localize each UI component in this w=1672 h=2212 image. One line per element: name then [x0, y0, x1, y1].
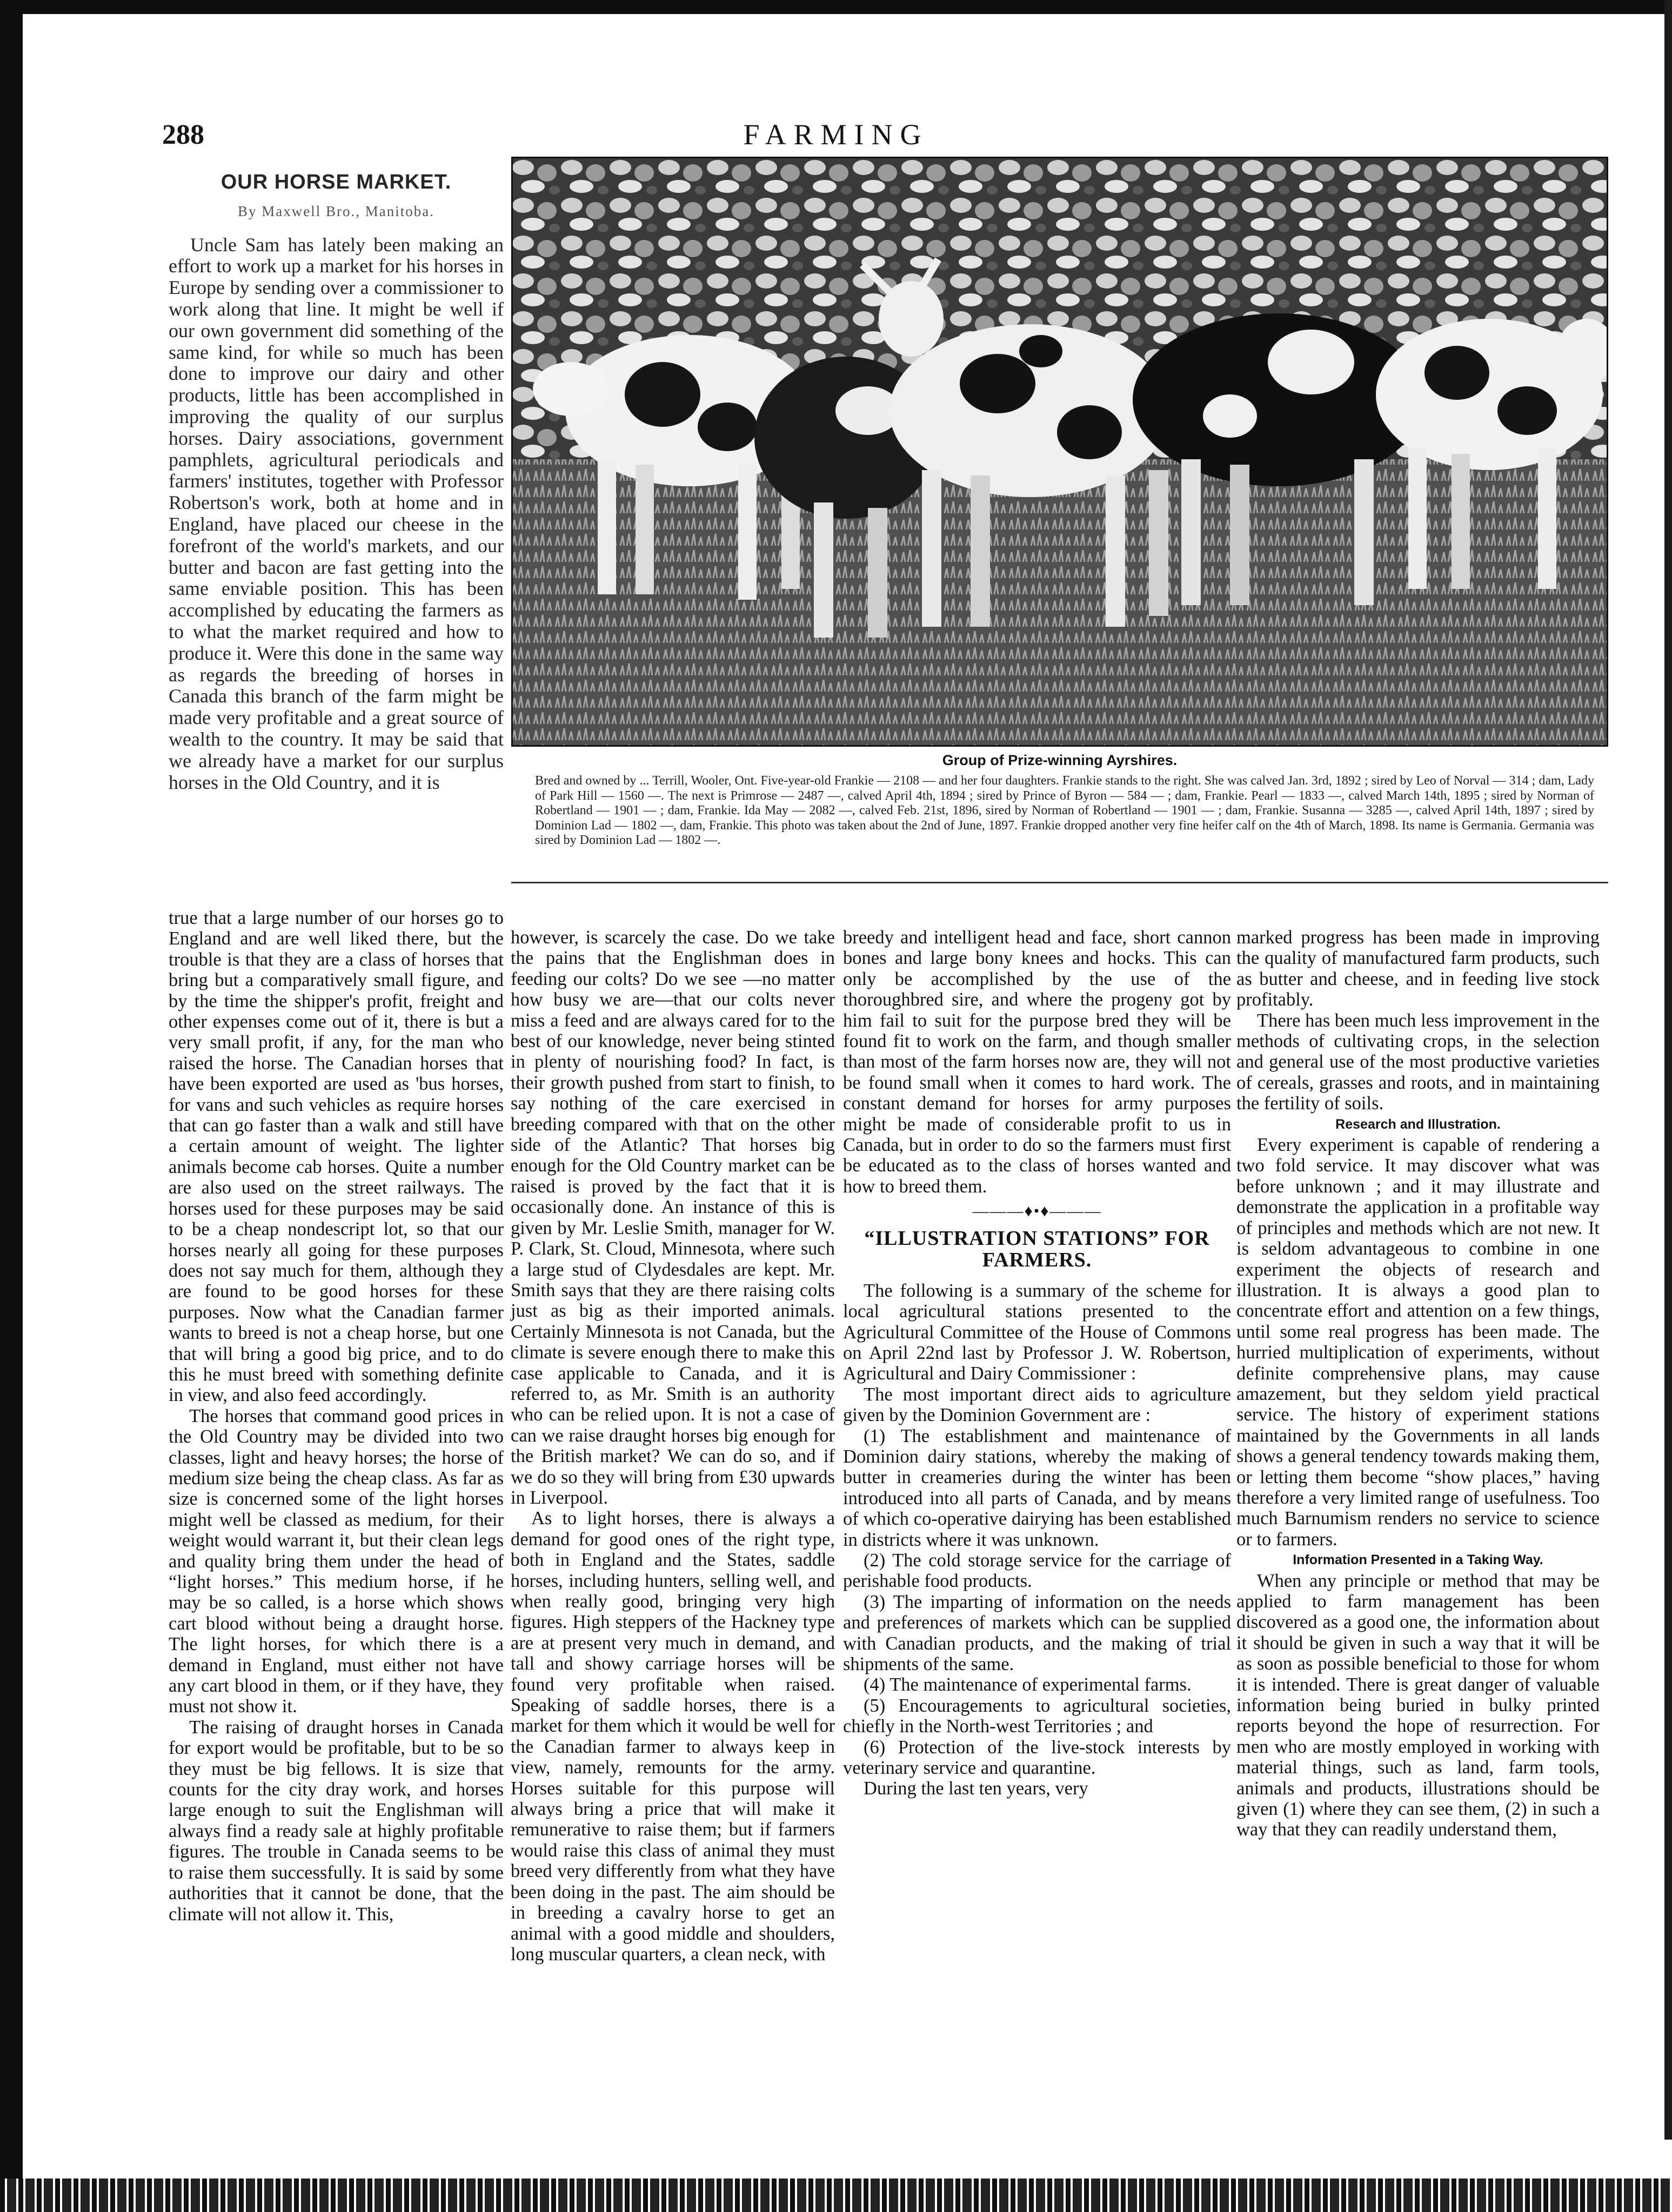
article-paragraph: true that a large number of our horses go to England and are well liked there, but the trouble is that they are a class of horses that bring but a comparatively small figure, and by the time the shipper's profit, freight and other expenses come out of it, there is but a very small profit, if any, for the man who raised the horse. The Canadian horses that have been exported are used as 'bus horses, for vans and such vehicles as require horses that can go faster than a walk and still have a certain amount of weight. The lighter animals become cab horses. Quite a number are also used on the street railways. The horses used for these purposes may be said to be a cheap nondescript lot, so that our horses nearly all going for these purposes does not say much for them, although they are found to be good horses for these purposes. Now what the Canadian farmer wants to breed is not a cheap horse, but one that will bring a good big price, and to do this he must breed with something definite in view, and also feed accordingly.	[169, 908, 504, 1406]
article-title: OUR HORSE MARKET.	[220, 171, 452, 193]
section-divider: ———♦•♦———	[972, 1202, 1102, 1221]
article-paragraph: The horses that command good prices in the Old Country may be divided into two classes, light and heavy horses; the horse of medium size being the cheap class. As far as size is concerned some of the light horses might well be classed as medium, for their weight would warrant it, but their clean legs and quality bring them under the head of “light horses.” This medium horse, if he may be so called, is a horse which shows cart blood without being a draught horse. The light horses, for which there is a demand in England, must either not have any cart blood in them, or if they have, they must not show it.	[169, 1405, 504, 1717]
column-3	[843, 927, 1231, 1799]
list-item: (1) The establishment and maintenance of Dominion dairy stations, whereby the making of butter in creameries during the winter has been introduced into all parts of Canada, and by means of which co-operative dairying has been established in districts where it was unknown.	[843, 1425, 1231, 1550]
scan-border-bottom	[0, 2179, 1672, 2212]
article-paragraph: As to light horses, there is always a demand for good ones of the right type, both in England and the States, saddle horses, including hunters, selling well, and when really good, bringing very high figures. High steppers of the Hackney type are at present very much in demand, and tall and showy carriage horses will be found very profitable when raised. Speaking of saddle horses, there is a market for them which it would be well for the Canadian farmer to always keep in view, namely, remounts for the army. Horses suitable for this purpose will always bring a price that will make it remunerative to raise them; but if farmers would raise this class of animal they must breed very differently from what they have been doing in the past. The aim should be in breeding a cavalry horse to get an animal with a good middle and shoulders, long muscular quarters, a clean neck, with	[511, 1508, 835, 1965]
running-head: FARMING	[743, 118, 929, 151]
list-item: (5) Encouragements to agricultural societies, chiefly in the North-west Territories ; and	[843, 1695, 1231, 1737]
article-paragraph: During the last ten years, very	[864, 1778, 1088, 1799]
article-title: “ILLUSTRATION STATIONS” FOR FARMERS.	[864, 1226, 1210, 1271]
article-paragraph: There has been much less improvement in the methods of cultivating crops, in the selection and general use of the most productive varieties of cereals, grasses and roots, and in maintaining the fertility of soils.	[1236, 1010, 1600, 1114]
article-paragraph: The following is a summary of the scheme for local agricultural stations presented to the Agricultural Committee of the House of Commons on April 22nd last by Professor J. W. Robertson, Agricultural and Dairy Commissioner :	[843, 1280, 1231, 1384]
list-item: (6) Protection of the live-stock interests by veterinary service and quarantine.	[843, 1737, 1231, 1779]
article-paragraph: however, is scarcely the case. Do we take the pains that the Englishman does in feeding our colts? Do we see —no matter how busy we are—that our colts never miss a feed and are always cared for to the best of our knowledge, never being stinted in plenty of nourishing food? In fact, is their growth pushed from start to finish, to say nothing of the care exercised in breeding compared with that on the other side of the Atlantic? That horses big enough for the Old Country market can be raised is proved by the fact that it is occasionally done. An instance of this is given by Mr. Leslie Smith, manager for W. P. Clark, St. Cloud, Minnesota, where such a large stud of Clydesdales are kept. Mr. Smith says that they are there raising colts just as big as their imported animals. Certainly Minnesota is not Canada, but the climate is severe enough there to make this case applicable to Canada, and it is referred to, as Mr. Smith is an authority who can be relied upon. It is not a case of can we raise draught horses big enough for the British market? We can do so, and if we do so they will bring from £30 upwards in Liverpool.	[511, 927, 835, 1508]
article-paragraph: marked progress has been made in improving the quality of manufactured farm products, such as butter and cheese, and in feeding live stock profitably.	[1236, 927, 1600, 1010]
article-paragraph: When any principle or method that may be applied to farm management has been discovered as a good one, the information about it should be given in such a way that it will be as soon as possible beneficial to those for whom it is intended. There is great danger of valuable information being buried in bulky printed reports beyond the hope of resurrection. For men who are mostly employed in working with material things, such as land, farm tools, animals and products, illustrations should be given (1) where they can see them, (2) in such a way that they can readily understand them,	[1236, 1570, 1600, 1840]
page-number: 288	[162, 119, 204, 150]
cattle-photo	[511, 157, 1608, 747]
article-paragraph: Every experiment is capable of rendering a two fold service. It may discover what was before unknown ; and it may illustrate and demonstrate the application in a profitable way of principles and methods which are not new. It is seldom advantageous to combine in one experiment the objects of research and illustration. It is always a good plan to concentrate effort and attention on a few things, until some real progress has been made. The hurried multiplication of experiments, without definite comprehensive plans, may cause amazement, but they seldom yield practical service. The history of experiment stations maintained by the Governments in all lands shows a general tendency towards making them, or letting them become “show places,” having therefore a very limited range of usefulness. Too much Barnumism renders no service to science or to farmers.	[1236, 1135, 1600, 1550]
scan-border-top	[0, 0, 1672, 14]
list-item: (4) The maintenance of experimental farms.	[864, 1674, 1192, 1695]
section-subhead: Research and Illustration.	[1335, 1116, 1501, 1132]
caption-rule	[511, 882, 1608, 883]
photo-caption-title: Group of Prize-winning Ayrshires.	[942, 752, 1178, 768]
photo-caption-body: Bred and owned by ... Terrill, Wooler, Ont. Five-year-old Frankie — 2108 — and her four daughters. Frankie stands to the right. She was calved Jan. 3rd, 1892 ; sired by Leo of Norval — 314 ; dam, Lady of Park Hill — 1560 —. The next is Primrose — 2487 —, calved April 4th, 1894 ; sired by Prince of Byron — 584 — ; dam, Frankie. Pearl — 1833 —, calved March 14th, 1895 ; sired by Norman of Robertland — 1901 — ; dam, Frankie. Ida May — 2082 —, calved Feb. 21st, 1896, sired by Norman of Robertland — 1901 — ; dam, Frankie. Susanna — 3285 —, calved April 14th, 1897 ; sired by Dominion Lad — 1802 —, dam, Frankie. This photo was taken about the 2nd of June, 1897. Frankie dropped another very fine heifer calf on the 4th of March, 1898. Its name is Germania. Germania was sired by Dominion Lad — 1802 —.	[535, 774, 1594, 847]
article-paragraph: The most important direct aids to agriculture given by the Dominion Government are :	[843, 1384, 1231, 1426]
article-horse-market-intro	[169, 172, 504, 793]
article-paragraph: Uncle Sam has lately been making an effort to work up a market for his horses in Europe by sending over a commissioner to work along that line. It might be well if our own government did something of the same kind, for while so much has been done to improve our dairy and other products, little has been accomplished in improving the quality of our surplus horses. Dairy associations, government pamphlets, agricultural periodicals and farmers' institutes, together with Professor Robertson's work, both at home and in England, have placed our cheese in the forefront of the world's markets, and our butter and bacon are fast getting into the same enviable position. This has been accomplished by educating the farmers as to what the market required and how to produce it. Were this done in the same way as regards the breeding of horses in Canada this branch of the farm might be made very profitable and a great source of wealth to the country. It may be said that we already have a market for our surplus horses in the Old Country, and it is	[169, 233, 504, 793]
column-1	[169, 908, 504, 1925]
article-paragraph: The raising of draught horses in Canada for export would be profitable, but to be so they must be big fellows. It is size that counts for the city dray work, and horses large enough to suit the Englishman will always find a ready sale at highly profitable figures. The trouble in Canada seems to be to raise them successfully. It is said by some authorities that it cannot be done, that the climate will not allow it. This,	[169, 1717, 504, 1925]
list-item: (2) The cold storage service for the carriage of perishable food products.	[843, 1550, 1231, 1592]
article-byline: By Maxwell Bro., Manitoba.	[238, 203, 434, 219]
scan-border-left	[0, 0, 23, 2212]
column-2	[511, 927, 835, 1965]
scan-border-right	[1664, 0, 1672, 2140]
article-paragraph: breedy and intelligent head and face, short cannon bones and large bony knees and hocks. This can only be accomplished by the use of the thoroughbred sire, and where the progeny got by him fail to suit for the purpose bred they will be found fit to work on the farm, and though smaller than most of the farm horses now are, they will not be found small when it comes to hard work. The constant demand for horses for army purposes might be made of considerable profit to us in Canada, but in order to do so the farmers must first be educated as to the class of horses wanted and how to breed them.	[843, 927, 1231, 1197]
section-subhead: Information Presented in a Taking Way.	[1293, 1552, 1543, 1568]
list-item: (3) The imparting of information on the needs and preferences of markets which can be supplied with Canadian products, and the making of trial shipments of the same.	[843, 1591, 1231, 1674]
column-4	[1236, 927, 1600, 1840]
